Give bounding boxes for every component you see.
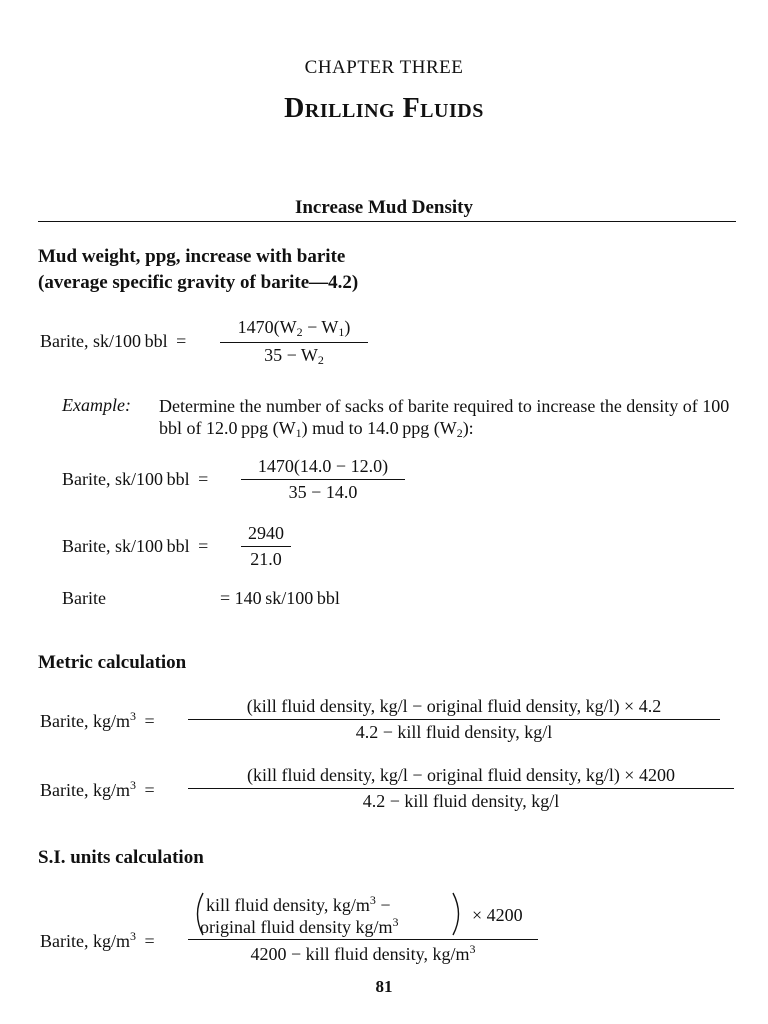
section-heading: Increase Mud Density xyxy=(294,197,474,218)
metric-formula1-lhs: Barite, $kg/m^3$ = xyxy=(40,709,155,731)
si-right-paren xyxy=(450,891,466,937)
example-text: Determine the number of sacks of barite required to increase the density of 100 bbl of 12.0 ppg $(W_1)$ mud to 14.0 ppg $(W_2)$: xyxy=(159,396,733,440)
si-numerator-line2: original fluid density $kg/m^3$ xyxy=(200,915,399,937)
metric-formula1-numerator: (kill fluid density, kg/l − original fluid density, kg/l) × 4.2 xyxy=(246,696,662,716)
example-label: Example: xyxy=(62,395,131,415)
example-step2-numerator: 2940 xyxy=(248,523,284,543)
metric-formula2-numerator: (kill fluid density, kg/l − original fluid density, kg/l) × 4200 xyxy=(247,765,675,785)
si-denominator: 4200 − kill fluid density, $kg/m^3$ xyxy=(250,942,476,964)
formula1-lhs-text: Barite, sk/100 bbl xyxy=(40,331,168,351)
chapter-title: Drilling Fluids xyxy=(284,93,484,124)
example-step1-denominator: 35 − 14.0 xyxy=(288,482,358,502)
si-multiplier: × 4200 xyxy=(472,905,523,925)
si-formula-lhs: Barite, $kg/m^3$ = xyxy=(40,929,155,951)
example-result-rhs: = 140 sk/100 bbl xyxy=(220,588,340,608)
page-number: 81 xyxy=(375,977,393,996)
example-step2-denominator: 21.0 xyxy=(250,549,282,569)
metric-formula2-lhs: Barite, $kg/m^3$ = xyxy=(40,778,155,800)
formula1-equals: = xyxy=(176,331,187,351)
example-step2-lhs: Barite, sk/100 bbl = xyxy=(62,536,209,556)
metric-formula1-denominator: 4.2 − kill fluid density, kg/l xyxy=(355,722,553,742)
subsection-heading-line1: Mud weight, ppg, increase with barite xyxy=(38,246,346,267)
example-step1-numerator: 1470(14.0 − 12.0) xyxy=(257,456,389,476)
subsection-heading-line2: (average specific gravity of barite—4.2) xyxy=(38,272,359,293)
metric-formula2-fraction xyxy=(188,765,734,812)
formula1-denominator: $35 - W_2$ xyxy=(264,345,324,367)
example-step1-lhs: Barite, sk/100 bbl = xyxy=(62,469,209,489)
section-divider xyxy=(38,221,736,222)
si-heading: S.I. units calculation xyxy=(38,847,204,868)
formula1-numerator: $1470(W_2 - W_1)$ xyxy=(237,317,351,339)
formula1-fraction xyxy=(220,317,368,368)
metric-heading: Metric calculation xyxy=(38,652,187,673)
example-result-lhs: Barite xyxy=(62,588,106,608)
metric-formula2-denominator: 4.2 − kill fluid density, kg/l xyxy=(362,791,560,811)
si-fraction-bar xyxy=(188,939,538,940)
formula1-lhs xyxy=(40,331,186,352)
metric-formula1-fraction xyxy=(188,696,720,743)
chapter-label: CHAPTER THREE xyxy=(304,57,464,78)
example-step1-fraction xyxy=(241,456,405,503)
example-step2-fraction xyxy=(241,523,291,570)
si-numerator-line1: kill fluid density, $kg/m^3$ − xyxy=(206,893,391,915)
